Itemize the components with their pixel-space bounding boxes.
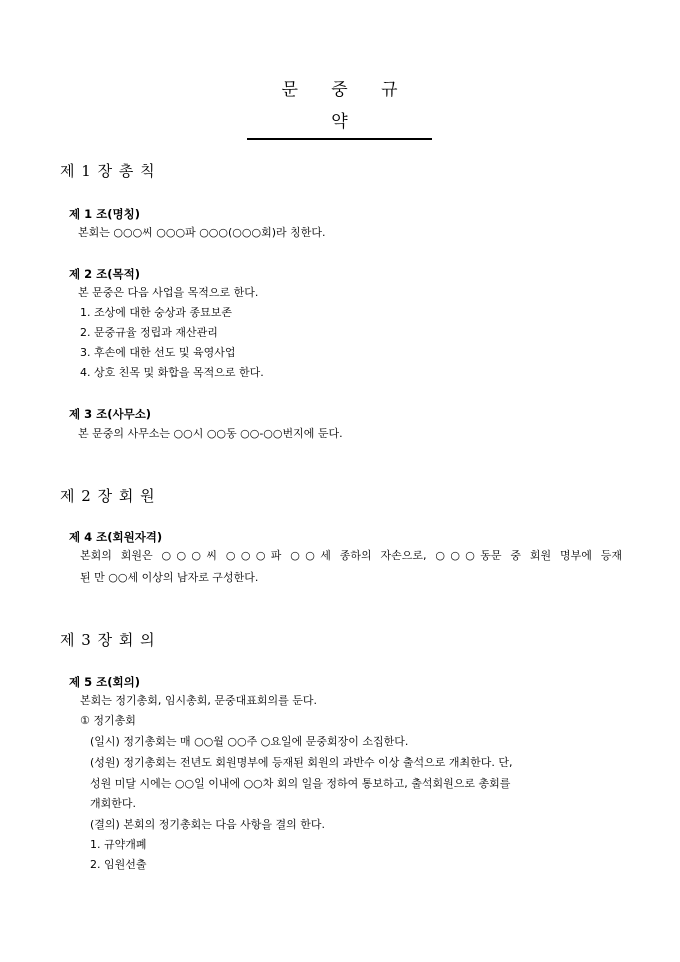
article-5-heading: 제 5 조(회의)	[69, 675, 140, 689]
article-5-line: (결의) 본회의 정기총회는 다음 사항을 결의 한다.	[90, 818, 325, 831]
article-3-line: 본 문중의 사무소는 ○○시 ○○동 ○○-○○번지에 둔다.	[78, 427, 343, 440]
article-5-item: 2. 임원선출	[90, 858, 147, 871]
article-1-line: 본회는 ○○○씨 ○○○파 ○○○(○○○회)라 칭한다.	[78, 226, 326, 239]
article-3-heading: 제 3 조(사무소)	[69, 407, 152, 421]
article-5-subheading: ① 정기총회	[80, 714, 136, 727]
article-2-item: 3. 후손에 대한 선도 및 육영사업	[80, 346, 236, 359]
article-5-line: (일시) 정기총회는 매 ○○월 ○○주 ○요일에 문중회장이 소집한다.	[90, 735, 409, 748]
article-5-line: (성원) 정기총회는 전년도 회원명부에 등재된 회원의 과반수 이상 출석으로 개최한다. 단,	[90, 756, 513, 769]
article-2-item: 1. 조상에 대한 숭상과 종묘보존	[80, 306, 232, 319]
article-2-item: 4. 상호 친목 및 화합을 목적으로 한다.	[80, 366, 264, 379]
article-4-heading: 제 4 조(회원자격)	[69, 530, 163, 544]
article-4-line: 본회의 회원은 ○○○씨 ○○○파 ○○세 종하의 자손으로, ○○○동문 중 회원 명부에 등재	[80, 549, 622, 562]
chapter-3-heading: 제 3 장 회 의	[60, 631, 156, 649]
chapter-2-heading: 제 2 장 회 원	[60, 487, 156, 505]
chapter-1-heading: 제 1 장 총 칙	[60, 162, 156, 180]
article-1-heading: 제 1 조(명칭)	[69, 207, 140, 221]
article-5-line: 성원 미달 시에는 ○○일 이내에 ○○차 회의 일을 정하여 통보하고, 출석회원으로 총회를	[90, 777, 511, 790]
article-5-item: 1. 규약개폐	[90, 838, 147, 851]
article-2-line: 본 문중은 다음 사업을 목적으로 한다.	[78, 286, 259, 299]
document-title: 문 중 규 약	[247, 74, 432, 140]
article-5-line: 개회한다.	[90, 797, 137, 810]
article-2-heading: 제 2 조(목적)	[69, 267, 140, 281]
article-2-item: 2. 문중규율 정립과 재산관리	[80, 326, 218, 339]
article-5-line: 본회는 정기총회, 임시총회, 문중대표회의를 둔다.	[80, 694, 317, 707]
article-4-line: 된 만 ○○세 이상의 남자로 구성한다.	[80, 571, 259, 584]
